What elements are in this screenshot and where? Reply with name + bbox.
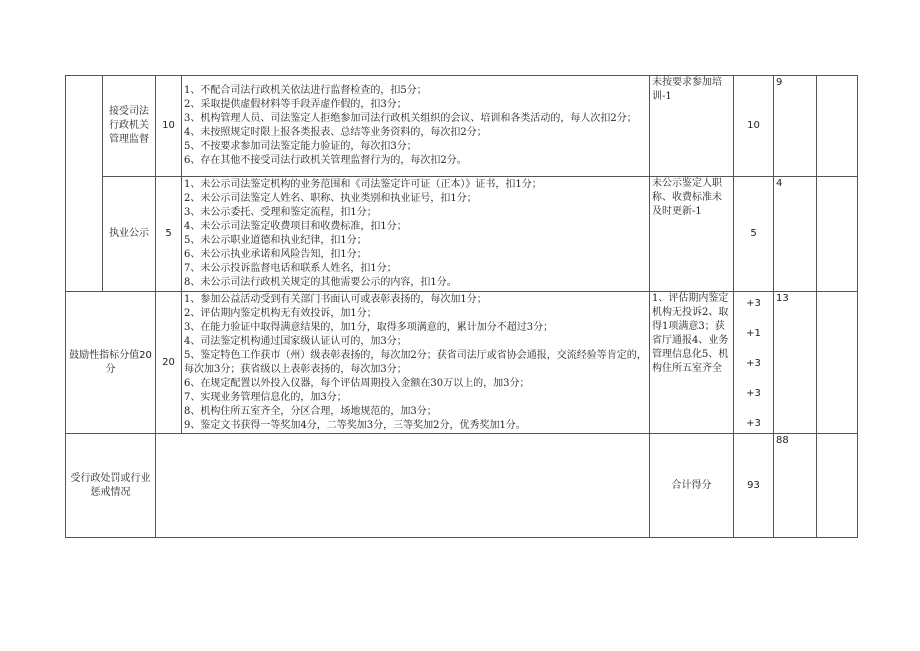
- bonus-score: +3: [746, 297, 761, 309]
- bonus-score: +1: [746, 327, 761, 339]
- total-label: 合计得分: [650, 434, 734, 538]
- points-incentive: 20: [156, 292, 182, 434]
- criteria-supervision: 1、不配合司法行政机关依法进行监督检查的，扣5分； 2、采取提供虚假材料等手段弄虚作假的，扣3分； 3、机构管理人员、司法鉴定人拒绝参加司法行政机关组织的会议、培训和各类活动的，每人次扣2分； 4、未按照规定时限上报各类报表、总结等业务资料的，每次扣2分； 5、不按要求参加司法鉴定能力验证的，每次扣3分； 6、存在其他不接受司法行政机关管理监督行为的，每次扣2分。: [182, 76, 650, 177]
- points-disclosure: 5: [156, 177, 182, 292]
- note-disclosure: 4: [774, 177, 817, 292]
- criteria-incentive: 1、参加公益活动受到有关部门书面认可或表彰表扬的，每次加1分； 2、评估期内鉴定机构无有效投诉，加1分； 3、在能力验证中取得满意结果的，加1分，取得多项满意的，累计加分不超过3分； 4、司法鉴定机构通过国家级认证认可的，加3分； 5、鉴定特色工作获市（州）级表彰表扬的，每次加2分；获省司法厅或省协会通报，交流经验等肯定的，每次加3分；获省级以上表彰表扬的，每次加3分； 6、在规定配置以外投入仪器，每个评估周期投入金额在30万以上的，加3分； 7、实现业务管理信息化的，加3分； 8、机构住所五室齐全，分区合理，场地规范的，加3分； 9、鉴定文书获得一等奖加4分，二等奖加3分，三等奖加2分，优秀奖加1分。: [182, 292, 650, 434]
- category-penalty: 受行政处罚或行业惩戒情况: [66, 434, 156, 538]
- row-incentive: [66, 292, 858, 434]
- blank-penalty: [817, 434, 858, 538]
- subcategory-supervision: 接受司法行政机关管理监督: [103, 76, 156, 177]
- score-disclosure: 5: [734, 177, 774, 292]
- total-score: 93: [734, 434, 774, 538]
- row-supervision: [66, 76, 858, 177]
- points-supervision: 10: [156, 76, 182, 177]
- bonus-score: +3: [746, 387, 761, 399]
- bonus-score: +3: [746, 417, 761, 429]
- row-disclosure: [66, 177, 858, 292]
- score-supervision: 10: [734, 76, 774, 177]
- penalty-blank: [156, 434, 650, 538]
- blank-supervision: [817, 76, 858, 177]
- category-incentive: 鼓励性指标分值20分: [66, 292, 156, 434]
- evaluation-table: [65, 75, 858, 538]
- bonus-score: +3: [746, 357, 761, 369]
- blank-incentive: [817, 292, 858, 434]
- note-incentive: 13: [774, 292, 817, 434]
- blank-disclosure: [817, 177, 858, 292]
- criteria-disclosure: 1、未公示司法鉴定机构的业务范围和《司法鉴定许可证（正本）》证书，扣1分； 2、未公示司法鉴定人姓名、职称、执业类别和执业证号，扣1分； 3、未公示委托、受理和鉴定流程，扣1分； 4、未公示司法鉴定收费项目和收费标准，扣1分； 5、未公示职业道德和执业纪律，扣1分； 6、未公示执业承诺和风险告知，扣1分； 7、未公示投诉监督电话和联系人姓名，扣1分； 8、未公示司法行政机关规定的其他需要公示的内容，扣1分。: [182, 177, 650, 292]
- subcategory-disclosure: 执业公示: [103, 177, 156, 292]
- deduction-incentive: 1、评估期内鉴定机构无投诉2、取得1项满意3；获省厅通报4、业务管理信息化5、机构住所五室齐全: [650, 292, 734, 434]
- deduction-disclosure: 未公示鉴定人职称、收费标准未及时更新-1: [650, 177, 734, 292]
- deduction-supervision: 未按要求参加培训-1: [650, 76, 734, 177]
- score-incentive: [734, 292, 774, 434]
- category-cell-empty: [66, 76, 103, 292]
- row-penalty: [66, 434, 858, 538]
- note-supervision: 9: [774, 76, 817, 177]
- note-penalty: 88: [774, 434, 817, 538]
